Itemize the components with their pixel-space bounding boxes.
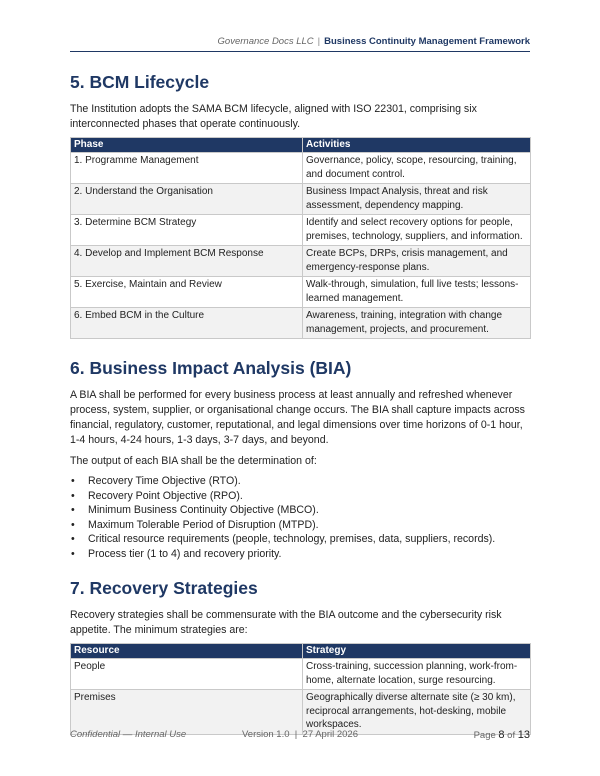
list-item-text: Minimum Business Continuity Objective (MBCO). xyxy=(88,504,319,516)
bullet-icon: • xyxy=(71,504,75,516)
table-row xyxy=(71,308,531,339)
table-header-cell: Phase xyxy=(71,138,303,153)
list-item xyxy=(70,518,530,533)
table-cell: Awareness, training, integration with change management, projects, and procurement. xyxy=(303,308,531,339)
table-cell: 3. Determine BCM Strategy xyxy=(71,215,303,246)
table-header-cell: Activities xyxy=(303,138,531,153)
section-6-paragraph: A BIA shall be performed for every business process at least annually and refreshed whenever process, system, supplier, or organisational change occurs. The BIA shall capture impacts across financial, regulatory, customer, reputational, and legal dimensions over time horizons of 0-1 hour, 1-4 hours, 4-24 hours, 1-3 days, 3-7 days, and beyond. xyxy=(70,389,525,446)
table-header-row xyxy=(71,138,531,153)
table-cell: Identify and select recovery options for people, premises, technology, suppliers, and information. xyxy=(303,215,531,246)
table-header-cell: Resource xyxy=(71,644,303,659)
table-cell: 6. Embed BCM in the Culture xyxy=(71,308,303,339)
list-item-text: Recovery Point Objective (RPO). xyxy=(88,489,243,502)
bcm-lifecycle-table xyxy=(70,137,531,339)
page-total: 13 xyxy=(517,729,530,741)
bullet-icon: • xyxy=(71,475,75,487)
list-item-text: Recovery Time Objective (RTO). xyxy=(88,475,241,487)
table-cell: 1. Programme Management xyxy=(71,153,303,184)
table-row xyxy=(71,277,531,308)
section-6-lead-in: The output of each BIA shall be the determination of: xyxy=(70,455,317,467)
footer-page-number xyxy=(474,728,530,743)
table-cell: Walk-through, simulation, full live tests; lessons-learned management. xyxy=(303,277,531,308)
section-7-heading: 7. Recovery Strategies xyxy=(70,578,258,598)
table-cell: Governance, policy, scope, resourcing, training, and document control. xyxy=(303,153,531,184)
list-item xyxy=(70,547,530,562)
page-label: Page xyxy=(473,730,496,741)
table-row xyxy=(71,153,531,184)
list-item-text: Maximum Tolerable Period of Disruption (MTPD). xyxy=(88,518,319,531)
footer-version: Version 1.0 | 27 April 2026 xyxy=(241,729,359,740)
page-of: of xyxy=(507,730,516,741)
page-header xyxy=(70,36,530,52)
table-cell: 2. Understand the Organisation xyxy=(71,184,303,215)
section-6-heading: 6. Business Impact Analysis (BIA) xyxy=(70,358,352,378)
table-cell: Geographically diverse alternate site (≥ 30 km), reciprocal arrangements, hot-desking, mobile workspaces. xyxy=(303,690,531,735)
bia-outputs-list xyxy=(70,474,530,561)
list-item xyxy=(70,489,530,504)
table-row xyxy=(71,215,531,246)
list-item xyxy=(70,503,530,518)
bullet-icon: • xyxy=(71,518,75,531)
table-header-row xyxy=(71,644,531,659)
footer-confidential: Confidential — Internal Use xyxy=(70,729,187,740)
table-cell: Premises xyxy=(71,690,303,735)
table-cell: Cross-training, succession planning, work-from-home, alternate location, surge resourcing. xyxy=(303,659,531,690)
page-footer xyxy=(70,728,530,742)
table-row xyxy=(71,246,531,277)
header-company: Governance Docs LLC xyxy=(217,36,314,47)
table-row xyxy=(71,184,531,215)
list-item xyxy=(70,474,530,489)
header-separator: | xyxy=(317,36,321,47)
list-item-text: Critical resource requirements (people, technology, premises, data, suppliers, records). xyxy=(88,533,496,545)
bullet-icon: • xyxy=(71,547,75,560)
header-doc-title: Business Continuity Management Framework xyxy=(324,36,530,47)
section-7-intro: Recovery strategies shall be commensurate with the BIA outcome and the cybersecurity risk appetite. The minimum strategies are: xyxy=(70,609,502,636)
table-cell: Business Impact Analysis, threat and risk assessment, dependency mapping. xyxy=(303,184,531,215)
table-cell: Create BCPs, DRPs, crisis management, and emergency-response plans. xyxy=(303,246,531,277)
table-header-cell: Strategy xyxy=(303,644,531,659)
list-item-text: Process tier (1 to 4) and recovery priority. xyxy=(88,547,282,560)
section-5-heading: 5. BCM Lifecycle xyxy=(70,72,210,92)
table-cell: People xyxy=(71,659,303,690)
section-5-intro: The Institution adopts the SAMA BCM lifecycle, aligned with ISO 22301, comprising six interconnected phases that operate continuously. xyxy=(70,103,477,130)
recovery-strategies-table xyxy=(70,643,531,735)
table-cell: 5. Exercise, Maintain and Review xyxy=(71,277,303,308)
list-item xyxy=(70,532,530,547)
page-content xyxy=(70,70,530,735)
table-row xyxy=(71,659,531,690)
table-cell: 4. Develop and Implement BCM Response xyxy=(71,246,303,277)
bullet-icon: • xyxy=(71,489,75,502)
bullet-icon: • xyxy=(71,533,75,545)
page-current: 8 xyxy=(498,729,505,741)
